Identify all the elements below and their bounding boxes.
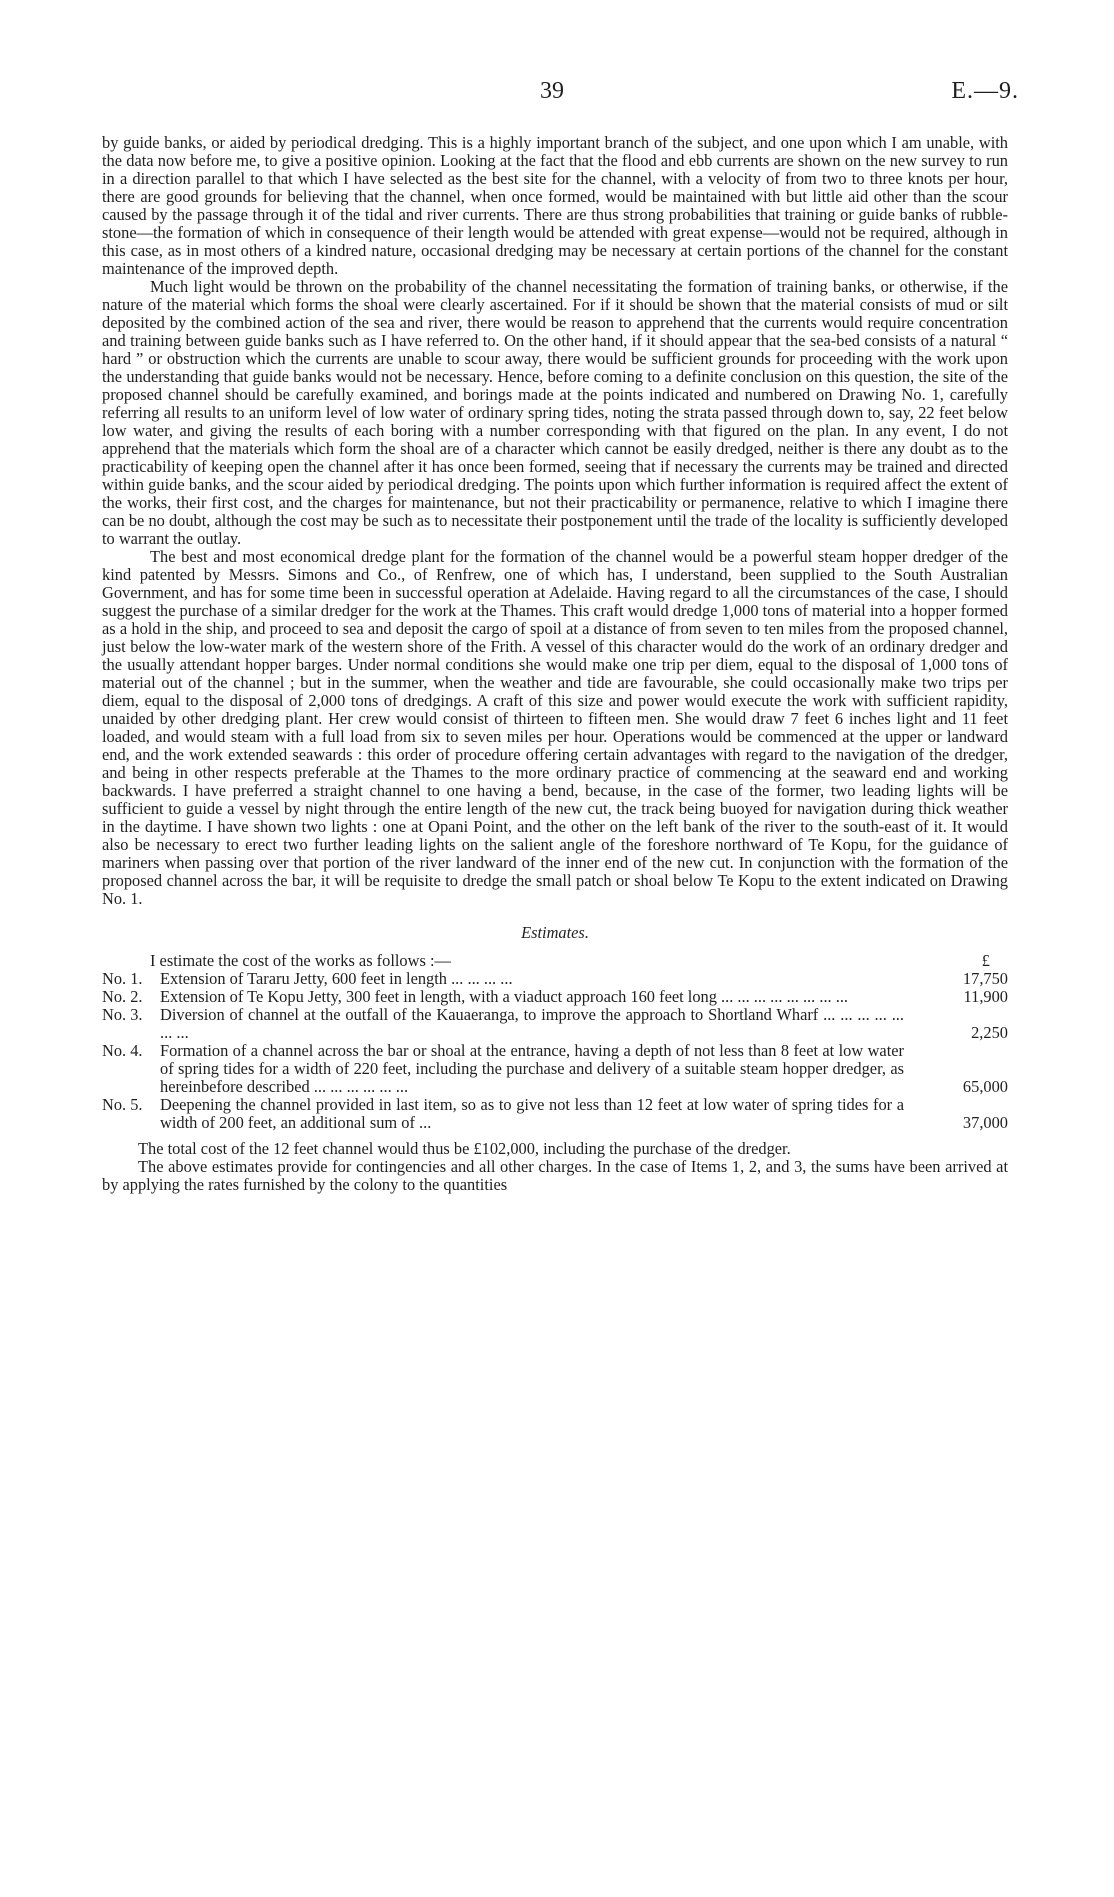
page-header — [0, 78, 1114, 108]
estimate-item — [102, 970, 1008, 988]
estimate-number: No. 4. — [102, 1041, 143, 1060]
currency-symbol: £ — [981, 951, 990, 970]
paragraph-training-banks: Much light would be thrown on the probability of the channel necessitating the formation of training banks, or otherwise, if the nature of the material which forms the shoal were clearly ascertained. For if it should be shown that the material consists of mud or silt deposited by the combined action of the sea and river, there would be reason to apprehend that the currents would require concentration and training between guide banks such as I have referred to. On the other hand, if it should appear that the sea-bed consists of a natural “ hard ” or obstruction which the currents are unable to scour away, there would be sufficient grounds for proceeding with the work upon the understanding that guide banks would not be necessary. Hence, before coming to a definite conclusion on this question, the site of the proposed channel should be carefully examined, and borings made at the points indicated and numbered on Drawing No. 1, carefully referring all results to an uniform level of low water of ordinary spring tides, noting the strata passed through down to, say, 22 feet below low water, and giving the results of each boring with a number corresponding with that figured on the plan. In any event, I do not apprehend that the materials which form the shoal are of a character which cannot be easily dredged, neither is there any doubt as to the practicability of keeping open the channel after it has once been formed, seeing that if necessary the currents may be trained and directed within guide banks, and the scour aided by periodical dredging. The points upon which further information is required affect the extent of the works, their first cost, and the charges for maintenance, but not their practicability or permanence, relative to which I imagine there can be no doubt, although the cost may be such as to necessitate their postponement until the trade of the locality is sufficiently developed to warrant the outlay. — [102, 277, 1008, 548]
estimate-number: No. 2. — [102, 987, 143, 1006]
closing-text — [102, 1140, 1008, 1194]
document-reference: E.—9. — [951, 78, 1019, 104]
estimate-number: No. 1. — [102, 969, 143, 988]
paragraph-total-cost: The total cost of the 12 feet channel would thus be £102,000, including the purchase of the dredger. — [138, 1139, 791, 1158]
paragraph-estimates-note: The above estimates provide for contingencies and all other charges. In the case of Items 1, 2, and 3, the sums have been arrived at by applying the rates furnished by the colony to the quantities — [102, 1157, 1008, 1194]
body-text — [102, 134, 1008, 1194]
estimate-number: No. 3. — [102, 1005, 143, 1024]
estimate-description: Extension of Tararu Jetty, 600 feet in length ... ... ... ... — [160, 969, 513, 988]
estimate-amount: 2,250 — [971, 1023, 1008, 1042]
estimate-item — [102, 988, 1008, 1006]
estimate-amount: 65,000 — [962, 1077, 1008, 1096]
estimates-intro-row — [102, 952, 1008, 970]
estimate-amount: 37,000 — [962, 1113, 1008, 1132]
estimates-heading: Estimates. — [521, 923, 589, 942]
estimate-item — [102, 1096, 1008, 1132]
estimate-description: Deepening the channel provided in last item, so as to give not less than 12 feet at low water of spring tides for a width of 200 feet, an additional sum of ... — [160, 1095, 904, 1132]
page-number: 39 — [540, 78, 564, 104]
estimate-description: Diversion of channel at the outfall of the Kauaeranga, to improve the approach to Shortland Wharf ... ... ... ... ... ... ... — [160, 1005, 904, 1042]
estimates-intro: I estimate the cost of the works as follows :— — [150, 951, 451, 970]
paragraph-dredge-plant: The best and most economical dredge plant for the formation of the channel would be a powerful steam hopper dredger of the kind patented by Messrs. Simons and Co., of Renfrew, one of which has, I understand, been supplied to the South Australian Government, and has for some time been in successful operation at Adelaide. Having regard to all the circumstances of the case, I should suggest the purchase of a similar dredger for the work at the Thames. This craft would dredge 1,000 tons of material into a hopper formed as a hold in the ship, and proceed to sea and deposit the cargo of spoil at a distance of from seven to ten miles from the proposed channel, just below the low-water mark of the western shore of the Frith. A vessel of this character would do the work of an ordinary dredger and the usually attendant hopper barges. Under normal conditions she would make one trip per diem, equal to the disposal of 1,000 tons of material out of the channel ; but in the summer, when the weather and tide are favourable, she could occasionally make two trips per diem, equal to the disposal of 2,000 tons of dredgings. A craft of this size and power would execute the work with sufficient rapidity, unaided by other dredging plant. Her crew would consist of thirteen to fifteen men. She would draw 7 feet 6 inches light and 11 feet loaded, and would steam with a full load from six to seven miles per hour. Operations would be commenced at the upper or landward end, and the work extended seawards : this order of procedure offering certain advantages with regard to the navigation of the dredger, and being in other respects preferable at the Thames to the more ordinary practice of commencing at the seaward end and working backwards. I have preferred a straight channel to one having a bend, because, in the case of the former, two leading lights will be sufficient to guide a vessel by night through the entire length of the new cut, the track being buoyed for navigation during thick weather in the daytime. I have shown two lights : one at Opani Point, and the other on the left bank of the river to the south-east of it. It would also be necessary to erect two further leading lights on the salient angle of the foreshore northward of Te Kopu, for the guidance of mariners when passing over that portion of the river landward of the inner end of the new cut. In conjunction with the formation of the proposed channel across the bar, it will be requisite to dredge the small patch or shoal below Te Kopu to the extent indicated on Drawing No. 1. — [102, 547, 1008, 908]
estimate-amount: 17,750 — [962, 969, 1008, 988]
paragraph-guide-banks: by guide banks, or aided by periodical dredging. This is a highly important branch of the subject, and one upon which I am unable, with the data now before me, to give a positive opinion. Looking at the fact that the flood and ebb currents are shown on the new survey to run in a direction parallel to that which I have selected as the best site for the channel, with a velocity of from two to three knots per hour, there are good grounds for believing that the channel, when once formed, would be maintained with but little aid other than the scour caused by the passage through it of the tidal and river currents. There are thus strong probabilities that training or guide banks of rubble-stone—the formation of which in consequence of their length would be attended with great expense—would not be required, although in this case, as in most others of a kindred nature, occasional dredging may be necessary at certain portions of the channel for the constant maintenance of the improved depth. — [102, 133, 1008, 278]
estimate-number: No. 5. — [102, 1095, 143, 1114]
estimate-amount: 11,900 — [963, 987, 1008, 1006]
estimate-description: Extension of Te Kopu Jetty, 300 feet in length, with a viaduct approach 160 feet long ... ... ... ... ... ... ... ... — [160, 987, 849, 1006]
estimate-item — [102, 1006, 1008, 1042]
estimate-item — [102, 1042, 1008, 1096]
estimate-description: Formation of a channel across the bar or shoal at the entrance, having a depth of not less than 8 feet at low water of spring tides for a width of 220 feet, including the purchase and delivery of a suitable steam hopper dredger, as hereinbefore described ... ... ... ... ... ... — [160, 1041, 904, 1096]
estimates-list — [102, 970, 1008, 1132]
